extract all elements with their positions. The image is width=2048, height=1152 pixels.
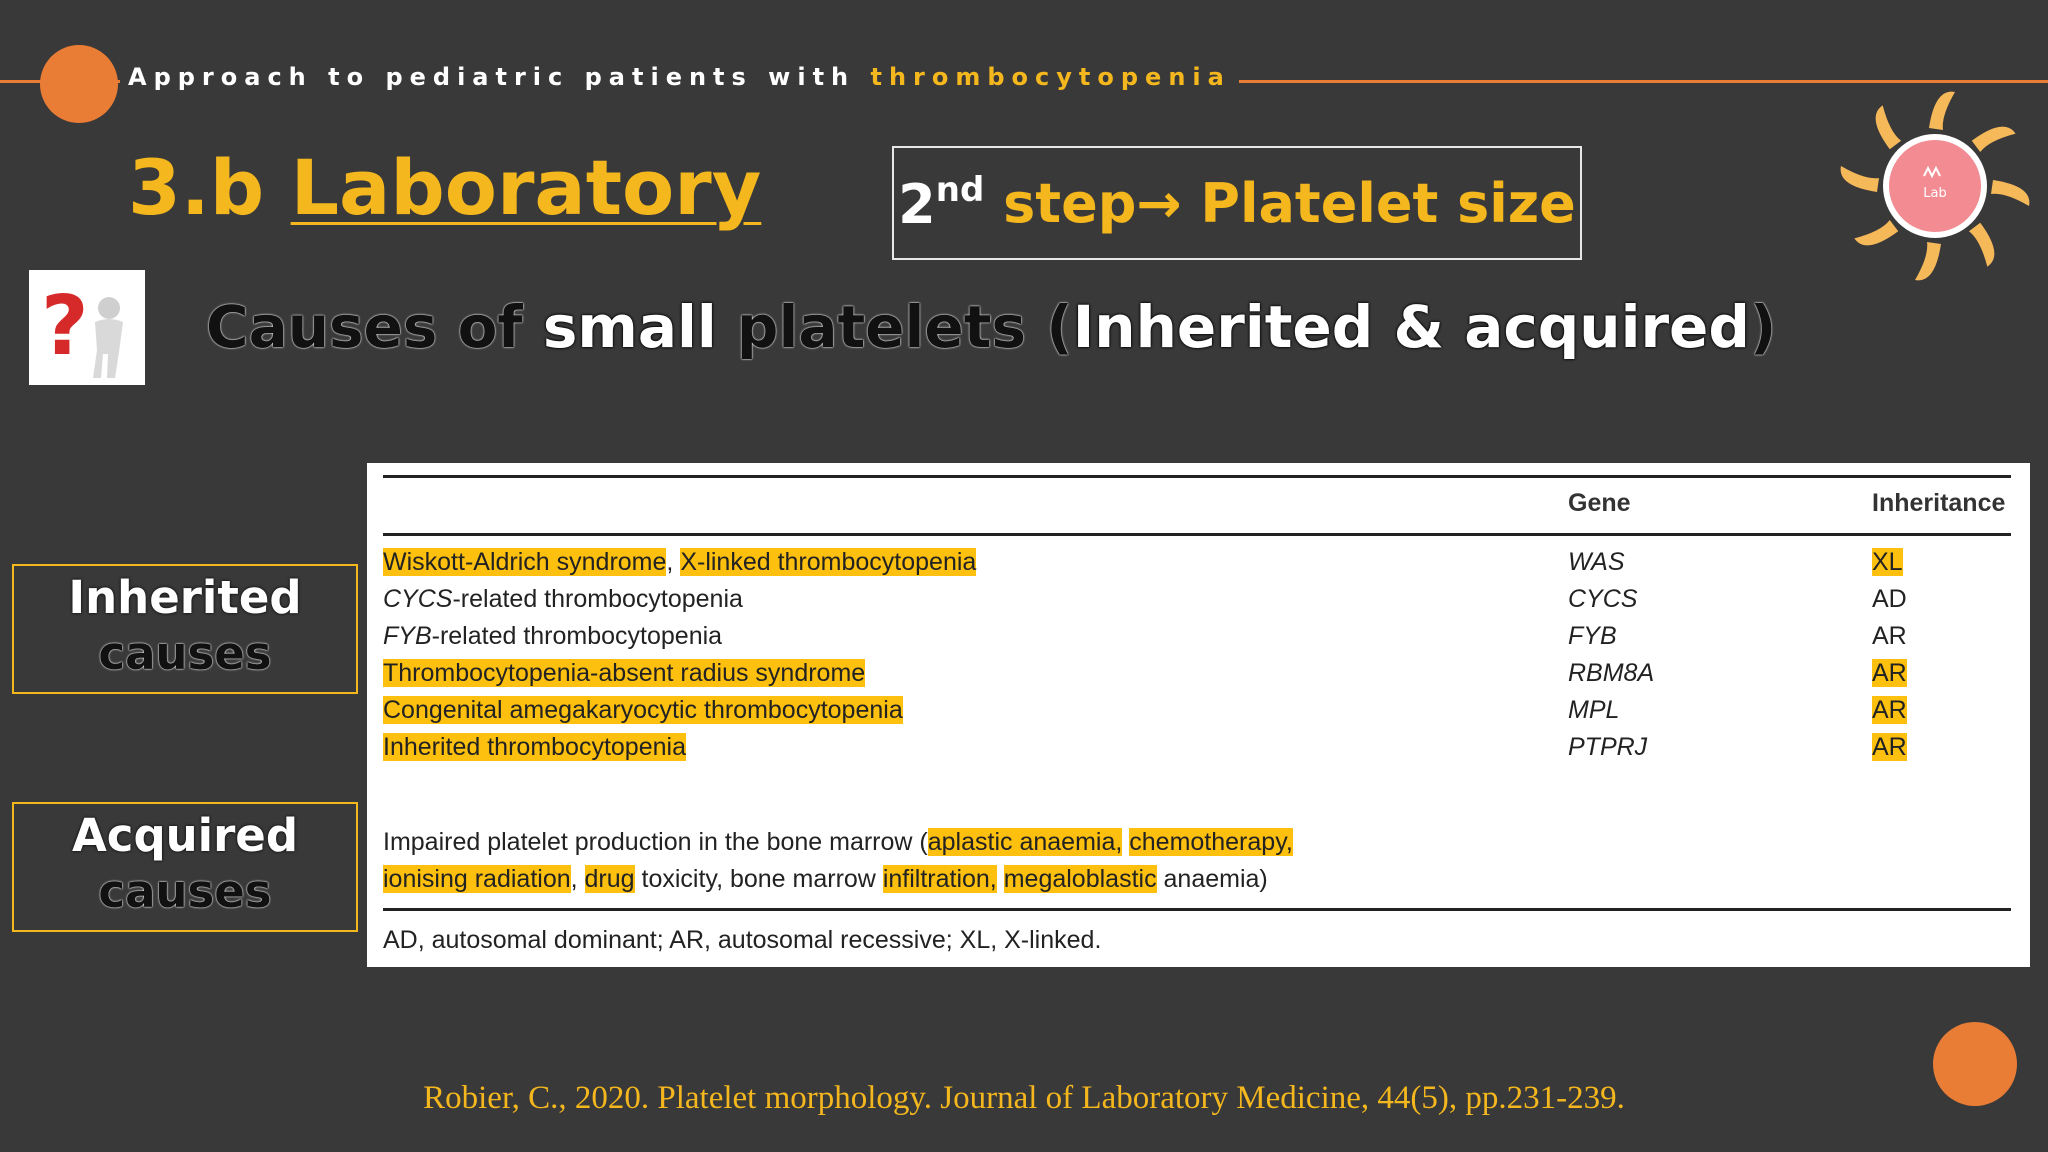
acquired-text-line1: Impaired platelet production in the bone marrow (aplastic anaemia, chemotherapy, — [383, 828, 1293, 856]
causes-table — [367, 463, 2030, 967]
step-text: step→ Platelet size — [1003, 171, 1576, 235]
table-top-rule — [383, 475, 2011, 478]
question-mark-icon — [29, 270, 145, 385]
acquired-text-line2: ionising radiation, drug toxicity, bone marrow infiltration, megaloblastic anaemia) — [383, 865, 1268, 893]
sun-logo-icon — [1838, 86, 2032, 282]
question-figure-image — [29, 270, 145, 385]
inheritance-cell: AD — [1872, 585, 1907, 613]
table-row: Thrombocytopenia-absent radius syndrome — [383, 659, 866, 687]
citation: Robier, C., 2020. Platelet morphology. Journal of Laboratory Medicine, 44(5), pp.231-239. — [423, 1080, 1625, 1116]
gene-cell: PTPRJ — [1568, 733, 1648, 761]
title-link[interactable]: Laboratory — [290, 143, 762, 232]
slide-subtitle — [120, 60, 1239, 94]
gene-cell: FYB — [1568, 622, 1617, 650]
bottom-decorative-circle — [1933, 1022, 2017, 1106]
inheritance-cell: AR — [1872, 733, 1907, 761]
header-inheritance: Inheritance — [1872, 489, 2006, 517]
step-box — [892, 146, 1582, 260]
top-decorative-circle — [40, 45, 118, 123]
table-row: Inherited thrombocytopenia — [383, 733, 686, 761]
gene-cell: MPL — [1568, 696, 1620, 724]
inheritance-cell: AR — [1872, 696, 1907, 724]
gene-cell: RBM8A — [1568, 659, 1655, 687]
subtitle-highlight: thrombocytopenia — [870, 63, 1231, 91]
table-row: CYCS-related thrombocytopenia — [383, 585, 743, 613]
title-number: 3.b — [128, 143, 265, 232]
inheritance-cell: XL — [1872, 548, 1903, 576]
table-header-rule — [383, 533, 2011, 536]
acquired-causes-box: Acquired causes — [12, 802, 358, 932]
table-row: Congenital amegakaryocytic thrombocytopenia — [383, 696, 903, 724]
causes-heading: Causes of small platelets (Inherited & acquired) — [206, 293, 1777, 361]
table-bottom-rule — [383, 908, 2011, 911]
table-row: Wiskott-Aldrich syndrome, X-linked thrombocytopenia — [383, 548, 977, 576]
inheritance-cell: AR — [1872, 622, 1907, 650]
table-footnote: AD, autosomal dominant; AR, autosomal recessive; XL, X-linked. — [383, 926, 1102, 954]
subtitle-prefix: Approach to pediatric patients with — [128, 63, 856, 91]
logo-label: Lab — [1923, 186, 1947, 201]
table-row: FYB-related thrombocytopenia — [383, 622, 723, 650]
inheritance-cell: AR — [1872, 659, 1907, 687]
gene-cell: CYCS — [1568, 585, 1638, 613]
svg-text:?: ? — [41, 279, 89, 374]
step-ordinal: 2nd — [898, 170, 985, 236]
header-gene: Gene — [1568, 489, 1631, 517]
slide-title — [128, 138, 761, 238]
inherited-causes-box: Inherited causes — [12, 564, 358, 694]
gene-cell: WAS — [1568, 548, 1625, 576]
